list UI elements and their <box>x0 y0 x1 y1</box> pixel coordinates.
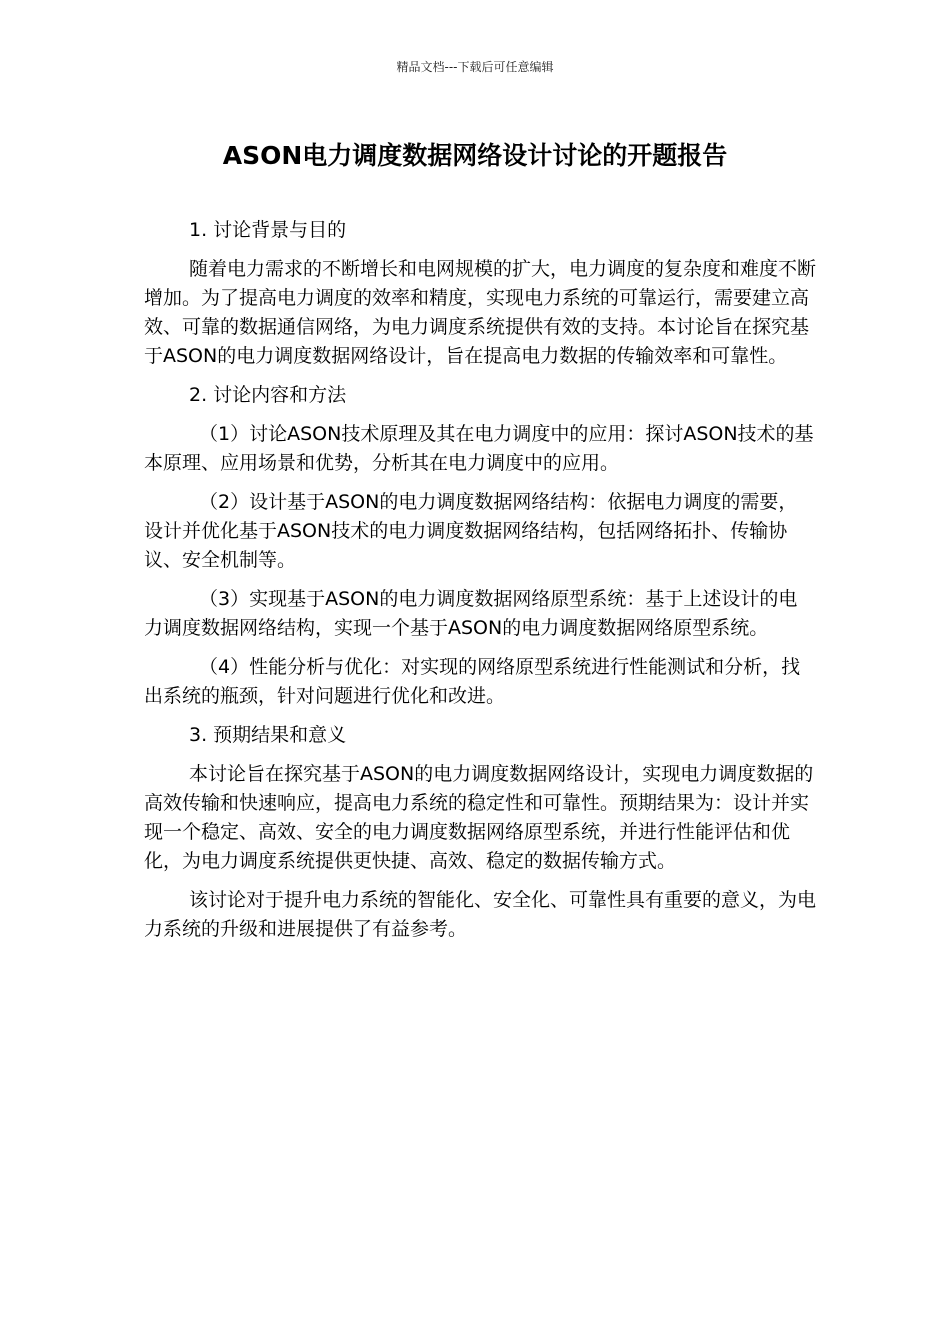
paragraph-expected-results: 本讨论旨在探究基于ASON的电力调度数据网络设计，实现电力调度数据的高效传输和快速响应，提高电力系统的稳定性和可靠性。预期结果为：设计并实现一个稳定、高效、安全的电力调度数据网络原型系统，并进行性能评估和优化，为电力调度系统提供更快捷、高效、稳定的数据传输方式。 <box>144 763 814 872</box>
page-header: 精品文档---下载后可任意编辑 <box>396 60 554 74</box>
section-heading-background: 1. 讨论背景与目的 <box>189 219 347 241</box>
section-heading-content-methods: 2. 讨论内容和方法 <box>189 384 347 406</box>
document-body <box>144 216 816 944</box>
paragraph-background: 随着电力需求的不断增长和电网规模的扩大，电力调度的复杂度和难度不断增加。为了提高电力调度的效率和精度，实现电力系统的可靠运行，需要建立高效、可靠的数据通信网络，为电力调度系统提供有效的支持。本讨论旨在探究基于ASON的电力调度数据网络设计，旨在提高电力数据的传输效率和可靠性。 <box>144 258 817 367</box>
list-item: （4）性能分析与优化：对实现的网络原型系统进行性能测试和分析，找出系统的瓶颈，针对问题进行优化和改进。 <box>144 656 801 707</box>
document-title: ASON电力调度数据网络设计讨论的开题报告 <box>222 141 728 170</box>
list-item: （1）讨论ASON技术原理及其在电力调度中的应用：探讨ASON技术的基本原理、应用场景和优势，分析其在电力调度中的应用。 <box>144 423 814 474</box>
list-item: （3）实现基于ASON的电力调度数据网络原型系统：基于上述设计的电力调度数据网络结构，实现一个基于ASON的电力调度数据网络原型系统。 <box>144 588 798 639</box>
list-item: （2）设计基于ASON的电力调度数据网络结构：依据电力调度的需要，设计并优化基于ASON技术的电力调度数据网络结构，包括网络拓扑、传输协议、安全机制等。 <box>144 491 798 571</box>
paragraph-significance: 该讨论对于提升电力系统的智能化、安全化、可靠性具有重要的意义，为电力系统的升级和进展提供了有益参考。 <box>144 889 817 940</box>
section-heading-expected-results: 3. 预期结果和意义 <box>189 724 347 746</box>
